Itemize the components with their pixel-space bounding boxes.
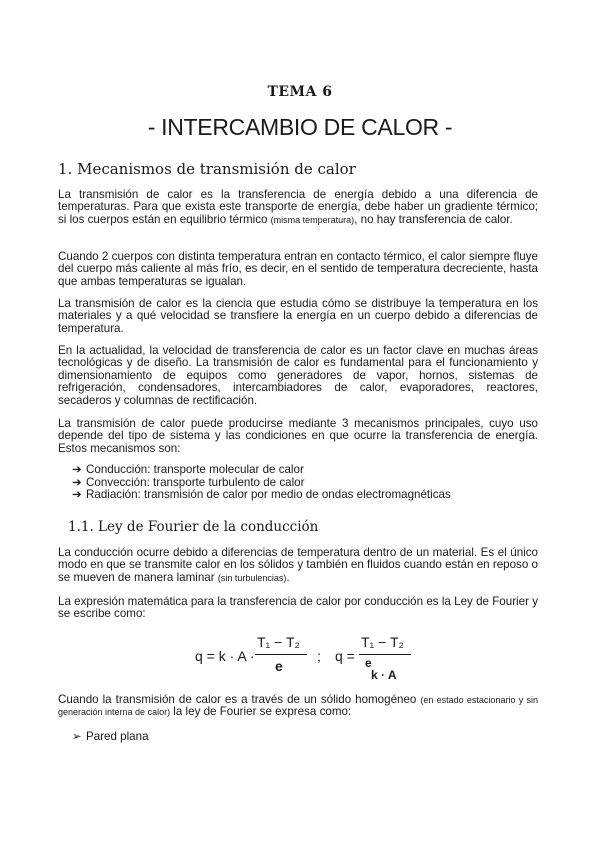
paragraph-8-end: la ley de Fourier se expresa como: [170,705,352,719]
formula-lhs-2: q = [335,648,355,664]
section-heading-1: 1. Mecanismos de transmisión de calor [58,160,356,178]
paragraph-3: La transmisión de calor es la ciencia que estudia cómo se distribuye la temperatura en los materiales y a qué velocidad se transfiere la energía en un cuerpo debido a diferencias de temperatura. [58,297,538,335]
list-item: ➔ Convección: transporte turbulento de calor [72,475,305,489]
paragraph-1-end: , no hay transferencia de calor. [354,212,513,226]
arrow-right-icon: ➔ [72,463,82,476]
paragraph-6 [58,547,538,584]
formula-numerator-1: T₁ − T₂ [257,634,300,650]
paragraph-4: En la actualidad, la velocidad de transferencia de calor es un factor clave en muchas áreas tecnológicas y de diseño. La transmisión de calor es fundamental para el funcionamiento y dimensionamiento de equipos como generadores de vapor, hornos, sistemas de refrigeración, condensadores, intercambiadores de calor, evaporadores, reactores, secaderos y columnas de rectificación. [58,344,538,407]
mechanisms-list [72,464,451,502]
formula-denominator-2-top: e [365,656,372,670]
fraction-line-1 [255,654,307,655]
paragraph-1-text: La transmisión de calor es la transferencia de energía debido a una diferencia de temperaturas. Para que exista este transporte de energía, debe haber un gradiente térmico; si los cuerpos están en equilibrio térmico [58,188,538,226]
paragraph-1-note: (misma temperatura) [270,214,355,225]
fraction-line-2 [359,654,411,655]
formula-lhs-1: q = k · A · [195,648,255,664]
arrow-right-icon: ➔ [72,475,82,489]
formula-separator: ; [317,648,321,664]
paragraph-6-note: (sin turbulencias) [217,572,287,583]
list-item: ➔ Conducción: transporte molecular de calor [72,463,304,476]
paragraph-8 [58,694,538,719]
formula-denominator-2-bottom: k · A [371,668,397,682]
paragraph-1 [58,189,538,226]
fourier-formula [195,630,415,685]
paragraph-5: La transmisión de calor puede producirse mediante 3 mecanismos principales, cuyo uso depende del tipo de sistema y las condiciones en que ocurre la transferencia de energía. Estos mecanismos son: [58,417,538,455]
paragraph-7: La expresión matemática para la transferencia de calor por conducción es la Ley de Fourier y se escribe como: [58,595,538,621]
paragraph-2: Cuando 2 cuerpos con distinta temperatura entran en contacto térmico, el calor siempre fluye del cuerpo más caliente al más frío, es decir, en el sentido de temperatura decreciente, hasta que ambas temperaturas se igualan. [58,250,538,288]
paragraph-6-text: La conducción ocurre debido a diferencias de temperatura dentro de un material. Es el único modo en que se transmite calor en los sólidos y también en fluidos cuando están en reposo o se mueven de manera laminar [58,546,538,584]
formula-denominator-1: e [275,658,283,674]
arrow-right-icon: ➔ [72,488,82,502]
list-item: ➔ Radiación: transmisión de calor por medio de ondas electromagnéticas [72,488,451,502]
formula-numerator-2: T₁ − T₂ [361,634,404,650]
page-title: - INTERCAMBIO DE CALOR - [147,114,453,140]
topic-number: TEMA 6 [267,84,333,100]
section-heading-1-1: 1.1. Ley de Fourier de la conducción [68,519,319,535]
paragraph-8-note: (en estado estacionario y sin generación interna de calor) [58,695,538,718]
paragraph-8-text: Cuando la transmisión de calor es a través de un sólido homogéneo [58,693,421,706]
sub-list [72,731,149,744]
paragraph-6-end: . [286,570,290,584]
list-item: ➢ Pared plana [72,730,149,743]
arrowhead-right-icon: ➢ [72,730,82,743]
